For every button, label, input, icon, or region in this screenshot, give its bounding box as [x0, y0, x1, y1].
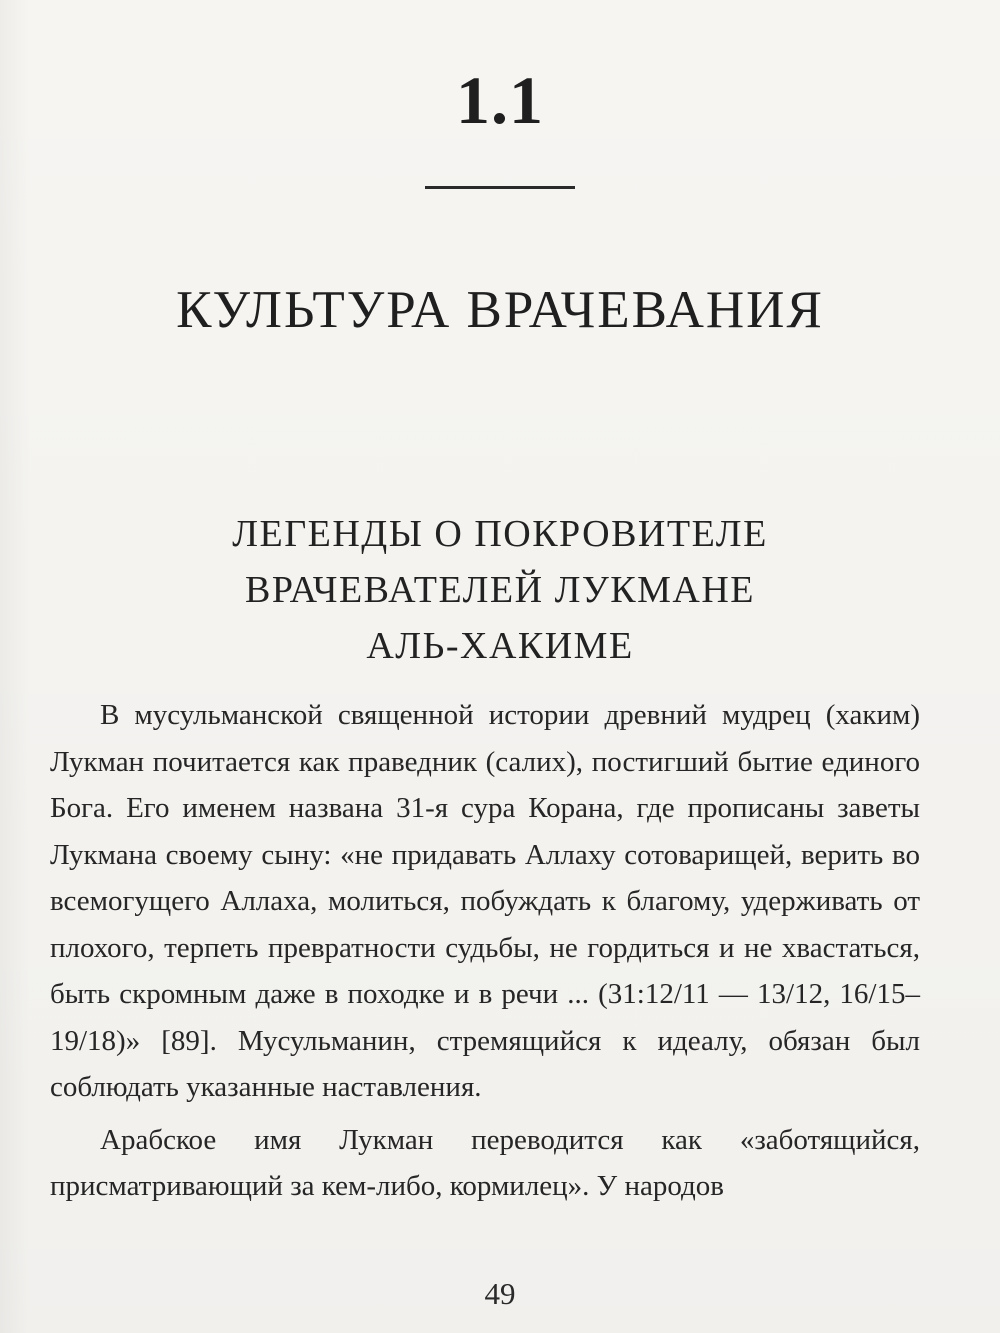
chapter-number: 1.1 [456, 62, 544, 138]
section-title-line: АЛЬ-ХАКИМЕ [366, 625, 634, 667]
page-number: 49 [484, 1276, 516, 1311]
paragraph: В мусульманской священной истории древний мудрец (хаким) Лукман почитается как праведник (салих), постигший бытие единого Бога. Его именем названа 31-я сура Корана, где прописаны заветы Лукмана своему сыну: «не придавать Аллаху сотоварищей, верить во всемогущего Аллаха, молиться, побуждать к благому, удерживать от плохого, терпеть превратности судьбы, не гордиться и не хвастаться, быть скромным даже в походке и в речи ... (31:12/11 — 13/12, 16/15–19/18)» [89]. Мусульманин, стремящийся к идеалу, обязан был соблюдать указанные наставления. [50, 699, 920, 1103]
paragraph: Арабское имя Лукман переводится как «заботящийся, присматривающий за кем-либо, кормилец». У народов [50, 1123, 920, 1202]
chapter-divider [425, 186, 575, 189]
section-title-line: ВРАЧЕВАТЕЛЕЙ ЛУКМАНЕ [244, 569, 755, 611]
body-text [50, 692, 920, 1216]
bleed-through-text [40, 0, 970, 38]
section-title-line: ЛЕГЕНДЫ О ПОКРОВИТЕЛЕ [232, 513, 768, 555]
section-title [0, 506, 1000, 674]
chapter-title: КУЛЬТУРА ВРАЧЕВАНИЯ [176, 281, 824, 339]
